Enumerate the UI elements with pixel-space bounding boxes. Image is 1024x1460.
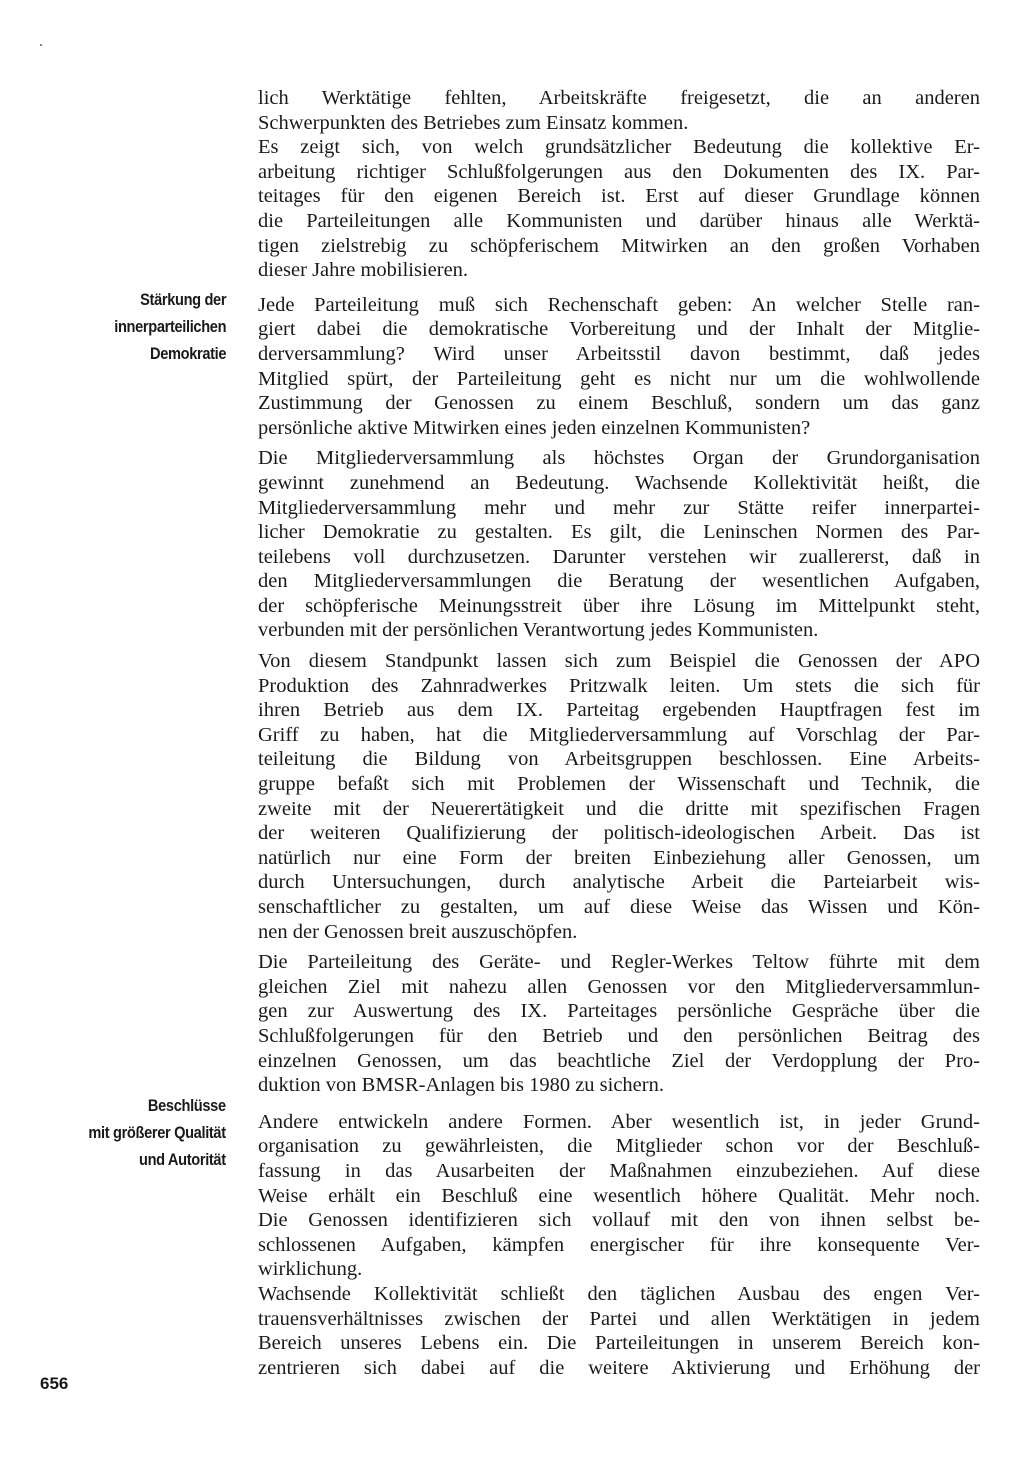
text-line: teitages für den eigenen Bereich ist. Erst auf dieser Grundlage können — [258, 185, 980, 208]
scan-speck — [40, 44, 42, 46]
text-line: Jede Parteileitung muß sich Rechenschaft geben: An welcher Stelle ran- — [258, 293, 980, 316]
text-line: teileitung die Bildung von Arbeitsgruppen beschlossen. Eine Arbeits- — [258, 748, 980, 771]
text-line: Schwerpunkten des Betriebes zum Einsatz kommen. — [258, 111, 689, 134]
text-line: den Mitgliederversammlungen die Beratung der wesentlichen Aufgaben, — [258, 570, 980, 593]
text-line: Produktion des Zahnradwerkes Pritzwalk leiten. Um stets die sich für — [258, 674, 980, 697]
sidenote-line: und Autorität — [139, 1150, 226, 1169]
text-line: Wachsende Kollektivität schließt den täglichen Ausbau des engen Ver- — [258, 1282, 980, 1305]
paragraph — [258, 135, 980, 283]
text-line: Schlußfolgerungen für den Betrieb und den persönlichen Beitrag des — [258, 1024, 980, 1047]
text-line: ihren Betrieb aus dem IX. Parteitag ergebenden Hauptfragen fest im — [258, 699, 980, 722]
text-line: lich Werktätige fehlten, Arbeitskräfte freigesetzt, die an anderen — [258, 87, 980, 109]
text-line: licher Demokratie zu gestalten. Es gilt, die Leninschen Normen des Par- — [258, 521, 980, 544]
text-line: schlossenen Aufgaben, kämpfen energischer für ihre konsequente Ver- — [258, 1233, 980, 1256]
sidenote-line: Stärkung der — [139, 290, 226, 309]
text-line: gen zur Auswertung des IX. Parteitages persönliche Gespräche über die — [258, 1000, 980, 1023]
text-line: Zustimmung der Genossen zu einem Beschluß, sondern um das ganz — [258, 392, 980, 415]
page-number: 656 — [40, 1374, 69, 1393]
text-line: gruppe befaßt sich mit Problemen der Wissenschaft und Technik, die — [258, 773, 980, 796]
sidenote-line: innerparteilichen — [114, 317, 226, 336]
text-line: zentrieren sich dabei auf die weitere Aktivierung und Erhöhung der — [258, 1356, 980, 1379]
text-line: Mitglied spürt, der Parteileitung geht es nicht nur um die wohlwollende — [258, 367, 980, 390]
text-line: senschaftlicher zu gestalten, um auf diese Weise das Wissen und Kön- — [258, 896, 980, 918]
text-line: natürlich nur eine Form der breiten Einbeziehung aller Genossen, um — [258, 846, 980, 869]
text-line: Von diesem Standpunkt lassen sich zum Beispiel die Genossen der APO — [258, 650, 980, 673]
sidenote-democracy — [114, 286, 226, 367]
text-line: persönliche aktive Mitwirken eines jeden einzelnen Kommunisten? — [258, 416, 811, 439]
text-line: gleichen Ziel mit nahezu allen Genossen vor den Mitgliederversammlun- — [258, 975, 980, 998]
sidenote-line: Demokratie — [149, 344, 226, 363]
text-line: einzelnen Genossen, um das beachtliche Ziel der Verdopplung der Pro- — [258, 1049, 980, 1072]
text-line: Die Genossen identifizieren sich vollauf mit den von ihnen selbst be- — [258, 1209, 980, 1232]
paragraph — [258, 293, 980, 441]
text-line: fassung in das Ausarbeiten der Maßnahmen einzubeziehen. Auf diese — [258, 1159, 980, 1182]
text-line: Die Mitgliederversammlung als höchstes Organ der Grundorganisation — [258, 447, 980, 470]
text-line: arbeitung richtiger Schlußfolgerungen aus den Dokumenten des IX. Par- — [258, 160, 980, 183]
text-line: organisation zu gewährleisten, die Mitglieder schon vor der Beschluß- — [258, 1135, 980, 1158]
text-line: teilebens voll durchzusetzen. Darunter verstehen wir zuallererst, daß in — [258, 545, 980, 568]
sidenote-resolutions — [89, 1092, 226, 1173]
text-line: nen der Genossen breit auszuschöpfen. — [258, 920, 578, 943]
text-line: duktion von BMSR-Anlagen bis 1980 zu sichern. — [258, 1074, 664, 1097]
paragraph — [258, 950, 980, 1098]
paragraph — [258, 1282, 980, 1380]
paragraph — [258, 1110, 980, 1282]
body-text-column — [258, 86, 980, 1380]
text-line: Es zeigt sich, von welch grundsätzlicher Bedeutung die kollektive Er- — [258, 136, 980, 159]
text-line: der schöpferische Meinungsstreit über ihre Lösung im Mittelpunkt steht, — [258, 594, 980, 617]
text-line: Griff zu haben, hat die Mitgliederversammlung auf Vorschlag der Par- — [258, 723, 980, 746]
text-line: die Parteileitungen alle Kommunisten und darüber hinaus alle Werktä- — [258, 209, 980, 232]
text-line: derversammlung? Wird unser Arbeitsstil davon bestimmt, daß jedes — [258, 342, 980, 365]
sidenote-line: Beschlüsse — [148, 1096, 226, 1115]
text-line: verbunden mit der persönlichen Verantwortung jedes Kommunisten. — [258, 619, 819, 642]
sidenote-line: mit größerer Qualität — [88, 1123, 226, 1142]
text-line: Die Parteileitung des Geräte- und Regler-Werkes Teltow führte mit dem — [258, 951, 980, 974]
text-line: Bereich unseres Lebens ein. Die Parteileitungen in unserem Bereich kon- — [258, 1332, 980, 1355]
paragraph — [258, 86, 980, 135]
paragraph — [258, 446, 980, 643]
paragraph — [258, 649, 980, 944]
text-line: Mitgliederversammlung mehr und mehr zur Stätte reifer innerpartei- — [258, 496, 980, 519]
text-line: wirklichung. — [258, 1258, 363, 1281]
text-line: dieser Jahre mobilisieren. — [258, 259, 469, 282]
text-line: giert dabei die demokratische Vorbereitung und der Inhalt der Mitglie- — [258, 318, 980, 341]
text-line: Andere entwickeln andere Formen. Aber wesentlich ist, in jeder Grund- — [258, 1110, 980, 1133]
text-line: trauensverhältnisses zwischen der Partei und allen Werktätigen in jedem — [258, 1307, 980, 1330]
text-line: Weise erhält ein Beschluß eine wesentlich höhere Qualität. Mehr noch. — [258, 1184, 980, 1207]
text-line: zweite mit der Neuerertätigkeit und die dritte mit spezifischen Fragen — [258, 797, 980, 820]
text-line: durch Untersuchungen, durch analytische Arbeit die Parteiarbeit wis- — [258, 871, 980, 894]
text-line: gewinnt zunehmend an Bedeutung. Wachsende Kollektivität heißt, die — [258, 471, 980, 494]
text-line: tigen zielstrebig zu schöpferischem Mitwirken an den großen Vorhaben — [258, 234, 980, 257]
text-line: der weiteren Qualifizierung der politisch-ideologischen Arbeit. Das ist — [258, 822, 980, 845]
